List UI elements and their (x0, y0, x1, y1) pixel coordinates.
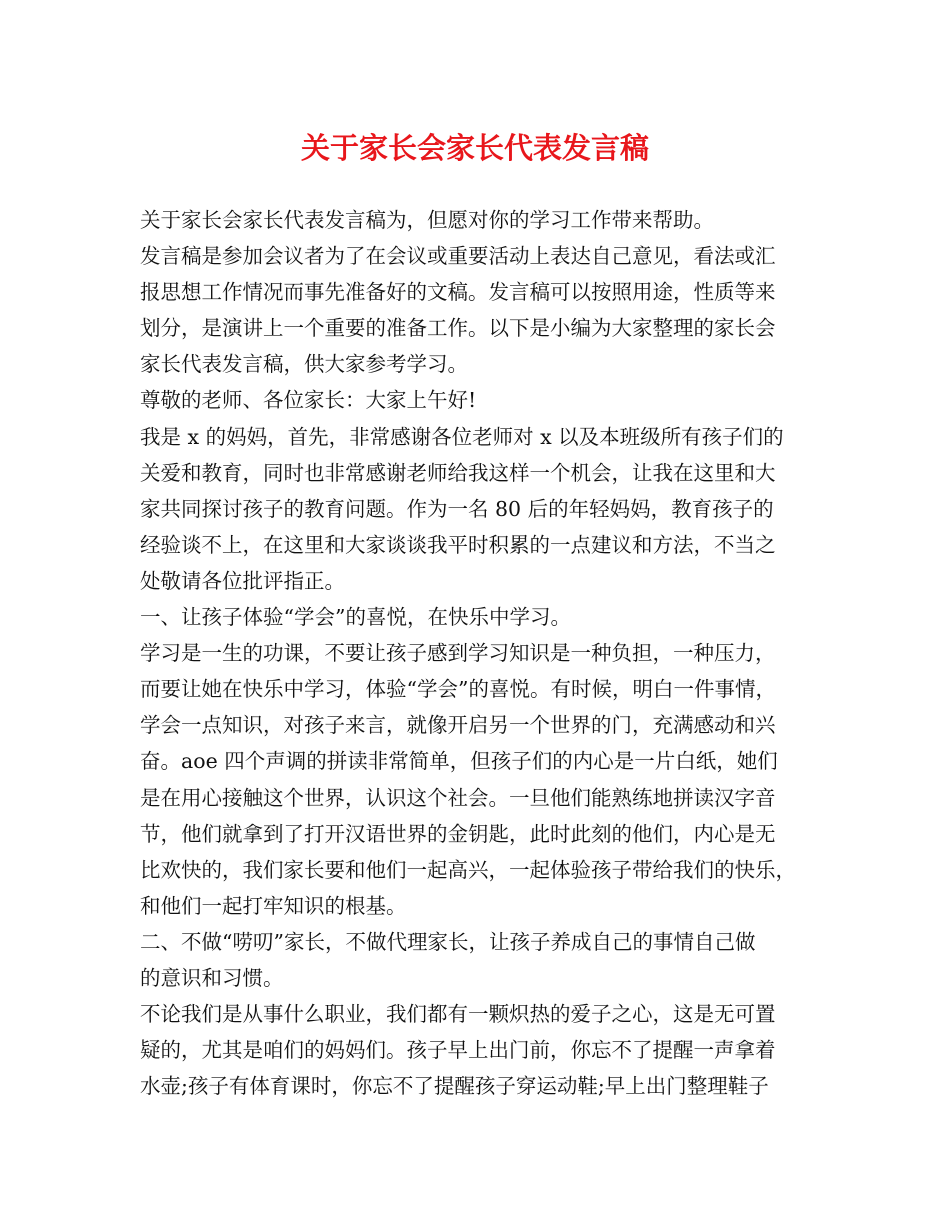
document-title: 关于家长会家长代表发言稿 (300, 131, 649, 165)
body-line: 节，他们就拿到了打开汉语世界的金钥匙，此时此刻的他们，内心是无 (140, 821, 776, 846)
body-line: 报思想工作情况而事先准备好的文稿。发言稿可以按照用途，性质等来 (140, 280, 776, 305)
body-line: 二、不做“唠叨”家长，不做代理家长，让孩子养成自己的事情自己做 (140, 929, 756, 954)
document-body (140, 202, 820, 1104)
body-line: 家共同探讨孩子的教育问题。作为一名 80 后的年轻妈妈，教育孩子的 (140, 496, 774, 521)
body-line: 水壶;孩子有体育课时，你忘不了提醒孩子穿运动鞋;早上出门整理鞋子 (140, 1074, 769, 1099)
body-line: 关爱和教育，同时也非常感谢老师给我这样一个机会，让我在这里和大 (140, 460, 776, 485)
body-line: 我是 x 的妈妈，首先，非常感谢各位老师对 x 以及本班级所有孩子们的 (140, 424, 784, 449)
body-line: 一、让孩子体验“学会”的喜悦，在快乐中学习。 (140, 605, 571, 630)
body-line: 经验谈不上，在这里和大家谈谈我平时积累的一点建议和方法，不当之 (140, 532, 776, 557)
body-line: 学会一点知识，对孩子来言，就像开启另一个世界的门，充满感动和兴 (140, 713, 776, 738)
body-line: 的意识和习惯。 (140, 965, 284, 990)
body-line: 关于家长会家长代表发言稿为，但愿对你的学习工作带来帮助。 (140, 208, 714, 232)
body-line: 划分，是演讲上一个重要的准备工作。以下是小编为大家整理的家长会 (140, 316, 776, 341)
body-line: 疑的，尤其是咱们的妈妈们。孩子早上出门前，你忘不了提醒一声拿着 (140, 1038, 776, 1063)
body-line: 家长代表发言稿，供大家参考学习。 (140, 352, 468, 377)
body-line: 是在用心接触这个世界，认识这个社会。一旦他们能熟练地拼读汉字音 (140, 785, 776, 810)
body-line: 不论我们是从事什么职业，我们都有一颗炽热的爱子之心，这是无可置 (140, 1002, 776, 1027)
body-line: 学习是一生的功课，不要让孩子感到学习知识是一种负担，一种压力， (140, 641, 776, 666)
body-line: 尊敬的老师、各位家长：大家上午好! (140, 388, 477, 413)
body-line: 而要让她在快乐中学习，体验“学会”的喜悦。有时候，明白一件事情， (140, 677, 776, 702)
body-line: 处敬请各位批评指正。 (140, 568, 345, 593)
body-line: 奋。aoe 四个声调的拼读非常简单，但孩子们的内心是一片白纸，她们 (140, 749, 778, 774)
body-line: 发言稿是参加会议者为了在会议或重要活动上表达自己意见，看法或汇 (140, 244, 776, 269)
body-line: 比欢快的，我们家长要和他们一起高兴，一起体验孩子带给我们的快乐， (140, 857, 796, 882)
body-line: 和他们一起打牢知识的根基。 (140, 893, 407, 918)
